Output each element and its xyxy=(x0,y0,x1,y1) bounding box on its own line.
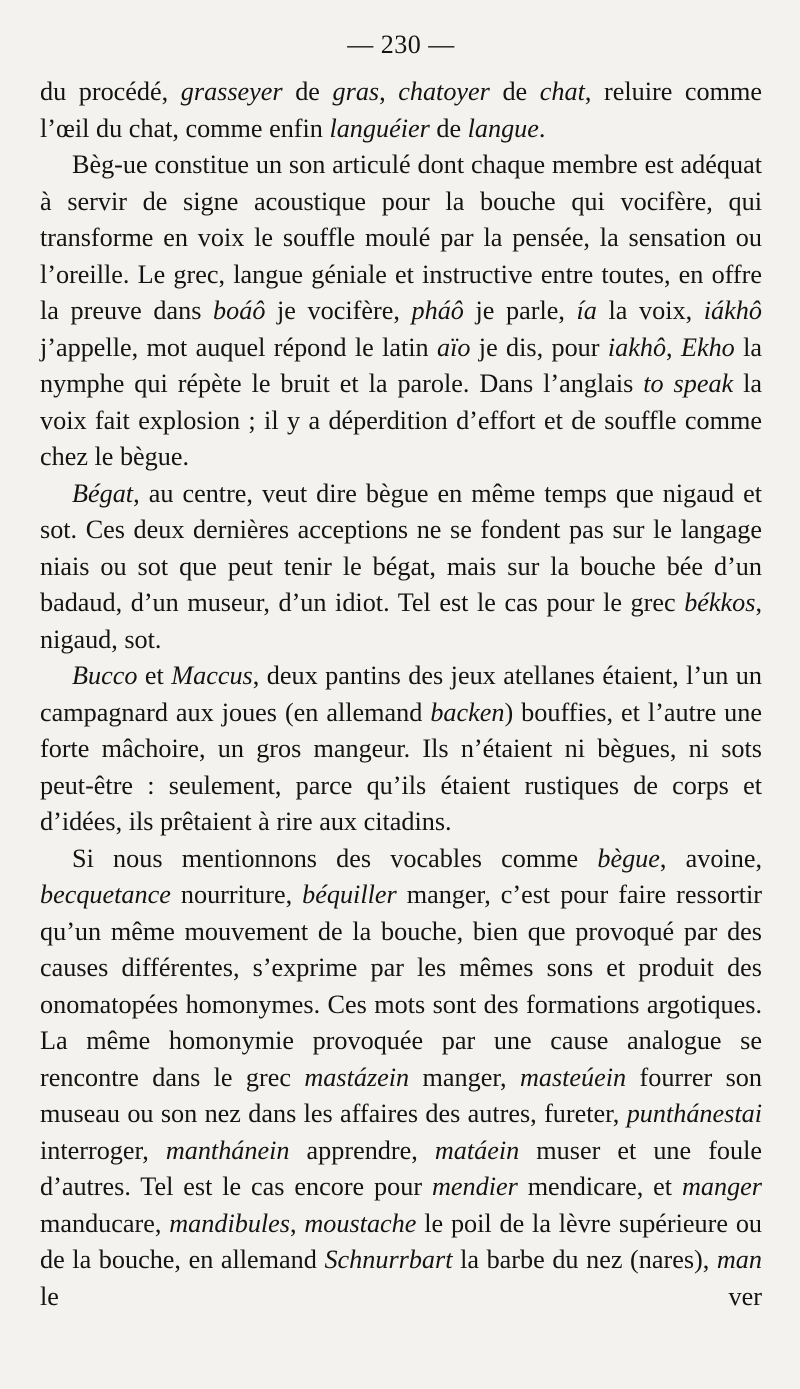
italic-term: punthánestai xyxy=(626,1099,762,1128)
italic-term: pháô xyxy=(411,296,464,325)
italic-term: mastázein xyxy=(304,1062,410,1092)
text-run: je vocifère, xyxy=(265,296,412,325)
italic-term: masteúein xyxy=(519,1062,627,1092)
text-run: la barbe du nez (nares), xyxy=(452,1245,717,1274)
text-run: la voix, xyxy=(596,296,704,325)
italic-term: languéier xyxy=(329,113,430,143)
text-run: , deux pantins des jeux atellanes étaient, l’un un campagnard aux joues (en allemand xyxy=(40,661,762,727)
italic-term: ía xyxy=(576,296,597,325)
text-run: interroger, xyxy=(40,1135,166,1165)
text-run: le poil de la lèvre supérieure ou de la bouche, en allemand xyxy=(40,1208,763,1274)
text-run: fourrer son museau ou son nez dans les affaires des autres, fureter, xyxy=(40,1062,762,1128)
text-run: le ver xyxy=(40,1281,762,1311)
italic-term: matáein xyxy=(434,1135,520,1165)
italic-term: grasseyer xyxy=(180,77,283,106)
paragraph xyxy=(40,147,762,476)
text-run: nourriture, xyxy=(170,880,303,909)
italic-term: manthánein xyxy=(165,1135,290,1165)
italic-term: Schnurrbart xyxy=(324,1245,453,1274)
italic-term: chatoyer xyxy=(398,77,490,106)
text-run: de xyxy=(282,77,333,106)
text-run: , au centre, veut dire bègue en même temps que nigaud et sot. Ces deux dernières acceptions ne se fondent pas sur le langage niais ou sot que peut tenir le bégat, mais sur la bouche bée d’un badaud, d’un museur, d’un idiot. Tel est le cas pour le grec xyxy=(40,478,762,617)
italic-term: becquetance xyxy=(40,880,171,909)
italic-term: iakhô xyxy=(607,332,667,362)
italic-term: Ekho xyxy=(680,332,735,362)
text-run: Si nous mentionnons des vocables comme xyxy=(72,843,598,873)
italic-term: gras xyxy=(332,77,380,106)
text-run: , xyxy=(290,1208,305,1238)
italic-term: moustache xyxy=(304,1208,417,1238)
italic-term: aïo xyxy=(436,332,471,362)
italic-term: chat xyxy=(539,77,585,106)
paragraph xyxy=(40,476,762,659)
italic-term: Maccus xyxy=(171,661,253,690)
paragraph xyxy=(40,658,762,841)
text-run: je dis, pour xyxy=(470,332,608,362)
page-body-text xyxy=(40,74,762,1315)
text-run: j’appelle, mot auquel répond le latin xyxy=(40,332,437,362)
italic-term: békkos xyxy=(684,588,756,617)
italic-term: manger xyxy=(681,1172,762,1201)
text-run: apprendre, xyxy=(289,1135,435,1165)
italic-term: boáô xyxy=(213,296,266,325)
text-run: manducare, xyxy=(40,1208,170,1238)
text-run: , xyxy=(666,332,681,362)
text-run: et xyxy=(137,661,172,690)
paragraph xyxy=(40,841,762,1316)
text-run: de xyxy=(429,113,468,143)
text-run: manger, xyxy=(409,1062,520,1092)
italic-term: Bucco xyxy=(72,661,138,690)
italic-term: mandibules xyxy=(169,1208,290,1238)
italic-term: iákhô xyxy=(703,296,762,325)
italic-term: Bégat xyxy=(72,478,134,508)
text-run: mendicare, et xyxy=(517,1172,682,1201)
text-run: Bèg-ue constitue un son articulé dont chaque membre est adéquat à servir de signe acoustique pour la bouche qui vocifère, qui transforme en voix le souffle moulé par la pensée, la sensation ou l’oreille. Le grec, langue géniale et instructive entre toutes, en offre la preuve dans xyxy=(40,150,762,325)
text-run: ) bouffies, et l’autre une forte mâchoire, un gros mangeur. Ils n’étaient ni bègues, ni sots peut-être : seulement, parce qu’ils étaient rustiques de corps et d’idées, ils prêtaient à rire aux citadins. xyxy=(40,697,762,836)
italic-term: man xyxy=(716,1245,762,1274)
text-run: je parle, xyxy=(463,296,577,325)
paragraph xyxy=(40,74,762,147)
italic-term: béquiller xyxy=(302,880,397,909)
text-run: , xyxy=(379,77,399,106)
italic-term: langue xyxy=(467,113,539,143)
text-run: , nigaud, sot. xyxy=(40,588,762,654)
italic-term: to speak xyxy=(643,369,734,398)
page-number: — 230 — xyxy=(347,30,455,59)
italic-term: mendier xyxy=(431,1172,518,1201)
text-run: muser et une foule d’autres. Tel est le cas encore pour xyxy=(40,1135,763,1201)
text-run: , reluire comme l’œil du chat, comme enfin xyxy=(40,77,763,143)
text-run: de xyxy=(489,77,540,106)
text-run: la nymphe qui répète le bruit et la parole. Dans l’anglais xyxy=(40,332,763,398)
text-run: . xyxy=(538,113,546,143)
text-run: manger, c’est pour faire ressortir qu’un même mouvement de la bouche, bien que provoqué par des causes différentes, s’exprime par les mêmes sons et produit des onomatopées homonymes. Ces mots sont des formations argotiques. La même homonymie provoquée par une cause analogue se rencontre dans le grec xyxy=(40,880,762,1092)
text-run: du procédé, xyxy=(40,77,181,106)
italic-term: backen xyxy=(430,697,505,727)
text-run: la voix fait explosion ; il y a déperdition d’effort et de souffle comme chez le bègue. xyxy=(40,369,763,471)
italic-term: bègue xyxy=(597,843,660,873)
text-run: , avoine, xyxy=(659,843,762,873)
